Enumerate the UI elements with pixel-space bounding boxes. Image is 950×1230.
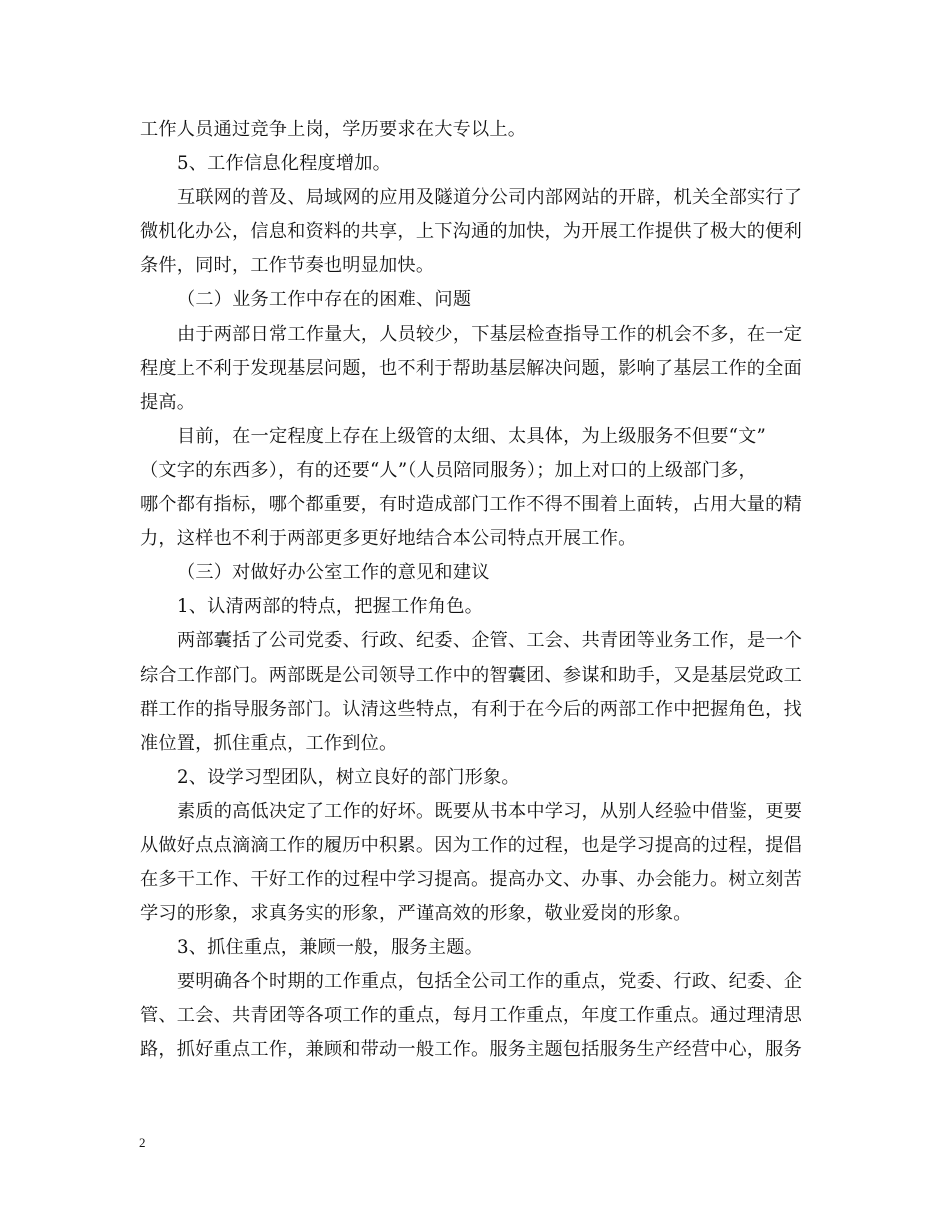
paragraph-line: 提高。 <box>140 392 196 413</box>
paragraph-line: 两部囊括了公司党委、行政、纪委、企管、工会、共青团等业务工作，是一个 <box>177 630 803 651</box>
paragraph-line: 哪个都有指标，哪个都重要，有时造成部门工作不得不围着上面转，占用大量的精 <box>140 494 802 515</box>
paragraph-line: 力，这样也不利于两部更多更好地结合本公司特点开展工作。 <box>140 528 637 549</box>
paragraph-line: （文字的东西多），有的还要“人”（人员陪同服务）；加上对口的上级部门多， <box>140 460 757 481</box>
paragraph-line: 条件，同时，工作节奏也明显加快。 <box>140 255 435 276</box>
paragraph-line: 要明确各个时期的工作重点，包括全公司工作的重点，党委、行政、纪委、企 <box>177 971 803 992</box>
paragraph-line: 由于两部日常工作量大，人员较少，下基层检查指导工作的机会不多，在一定 <box>177 324 803 345</box>
list-item-heading: 3、抓住重点，兼顾一般，服务主题。 <box>177 937 483 958</box>
list-item-heading: 5、工作信息化程度增加。 <box>177 153 392 174</box>
paragraph-line: 微机化办公，信息和资料的共享，上下沟通的加快，为开展工作提供了极大的便利 <box>140 221 802 242</box>
paragraph-line: 在多干工作、干好工作的过程中学习提高。提高办文、办事、办会能力。树立刻苦 <box>140 869 802 890</box>
paragraph-line: 准位置，抓住重点，工作到位。 <box>140 733 398 754</box>
paragraph-line: 程度上不利于发现基层问题，也不利于帮助基层解决问题，影响了基层工作的全面 <box>140 358 802 379</box>
list-item-heading: 2、设学习型团队，树立良好的部门形象。 <box>177 767 520 788</box>
paragraph-line: 学习的形象，求真务实的形象，严谨高效的形象，敬业爱岗的形象。 <box>140 903 692 924</box>
paragraph-line: 从做好点点滴滴工作的履历中积累。因为工作的过程，也是学习提高的过程，提倡 <box>140 835 802 856</box>
section-heading: （三）对做好办公室工作的意见和建议 <box>177 562 490 583</box>
body-text-line: 工作人员通过竞争上岗，学历要求在大专以上。 <box>140 119 527 140</box>
paragraph-line: 目前，在一定程度上存在上级管的太细、太具体，为上级服务不但要“文” <box>177 426 767 447</box>
paragraph-line: 管、工会、共青团等各项工作的重点，每月工作重点，年度工作重点。通过理清思 <box>140 1005 802 1026</box>
paragraph-line: 素质的高低决定了工作的好坏。既要从书本中学习，从别人经验中借鉴，更要 <box>177 801 803 822</box>
list-item-heading: 1、认清两部的特点，把握工作角色。 <box>177 596 483 617</box>
paragraph-line: 综合工作部门。两部既是公司领导工作中的智囊团、参谋和助手，又是基层党政工 <box>140 665 802 686</box>
paragraph-line: 群工作的指导服务部门。认清这些特点，有利于在今后的两部工作中把握角色，找 <box>140 699 802 720</box>
paragraph-line: 互联网的普及、局域网的应用及隧道分公司内部网站的开辟，机关全部实行了 <box>177 187 803 208</box>
paragraph-line: 路，抓好重点工作，兼顾和带动一般工作。服务主题包括服务生产经营中心，服务 <box>140 1039 802 1060</box>
section-heading: （二）业务工作中存在的困难、问题 <box>177 289 472 310</box>
page-number: 2 <box>139 1135 146 1150</box>
